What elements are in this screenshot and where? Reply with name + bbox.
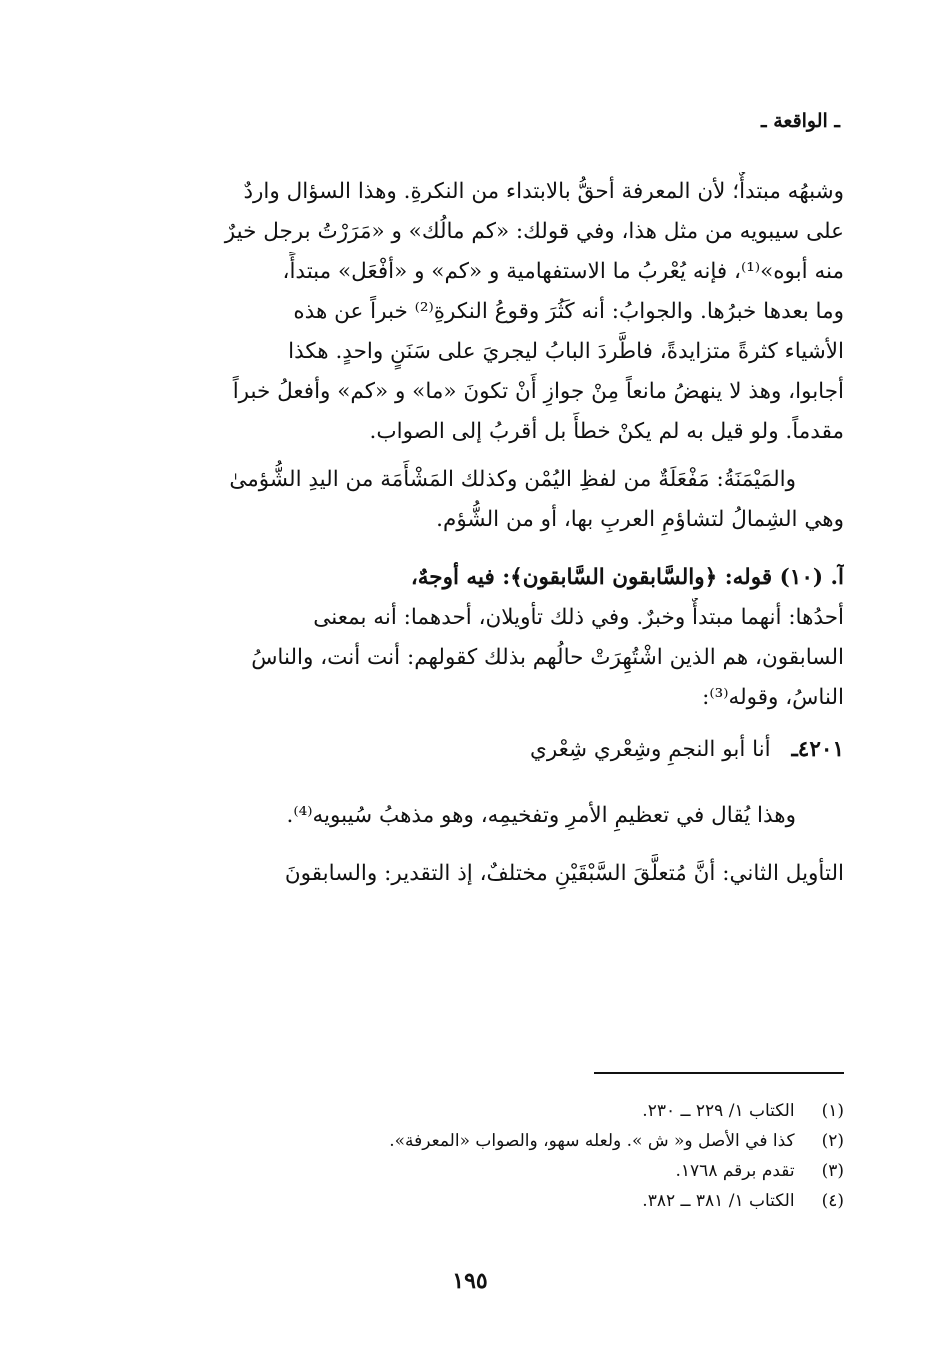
text-line: والمَيْمَنَةُ: مَفْعَلَةٌ من لفظِ اليُمْن وكذلك المَشْأَمَة من اليدِ الشُّؤمىٰ — [229, 467, 796, 492]
text-line: الناسُ، وقوله⁽³⁾: — [702, 685, 844, 710]
footnote-text: تقدم برقم ١٧٦٨. — [675, 1161, 795, 1181]
text-line: وشبهُه مبتدأٌ؛ لأن المعرفة أحقُّ بالابتداء من النكرةِ. وهذا السؤال واردٌ — [243, 179, 844, 204]
text-line: وهذا يُقال في تعظيمِ الأمرِ وتفخيمِه، وهو مذهبُ سُيبويه⁽⁴⁾. — [286, 803, 796, 828]
footnote-item — [244, 1156, 844, 1186]
poem-text: أنا أبو النجمِ وشِعْري شِعْري — [529, 737, 771, 762]
footnote-item — [244, 1186, 844, 1216]
text-line: السابقون، هم الذين اشْتُهِرَتْ حالُهم بذلك كقولهم: أنت أنت، والناسُ — [251, 645, 844, 670]
paragraph-3 — [96, 796, 844, 836]
footnotes — [244, 1096, 844, 1216]
footnote-item — [244, 1096, 844, 1126]
footnote-text: الكتاب ١/ ٢٢٩ ــ ٢٣٠. — [642, 1101, 795, 1121]
footnote-number: (٢) — [821, 1131, 844, 1151]
footnote-number: (٤) — [821, 1191, 844, 1211]
footnote-item — [244, 1126, 844, 1156]
text-line: أحدُها: أنهما مبتدأٌ وخبرٌ. وفي ذلك تأويلان، أحدهما: أنه بمعنى — [313, 605, 844, 630]
text-line: التأويل الثاني: أنَّ مُتعلَّقَ السَّبْقَيْنِ مختلفٌ، إذ التقدير: والسابقونَ — [284, 861, 844, 886]
page-number: ١٩٥ — [452, 1268, 488, 1294]
verse-section — [96, 558, 844, 718]
footnote-text: الكتاب ١/ ٣٨١ ــ ٣٨٢. — [642, 1191, 795, 1211]
text-line: الأشياء كثرةً متزايدةً، فاطَّردَ البابُ ليجريَ على سَنَنٍ واحدٍ. هكذا — [288, 339, 844, 364]
text-line: وما بعدها خبرُها. والجوابُ: أنه كَثُرَ وقوعُ النكرةِ⁽²⁾ خبراً عن هذه — [293, 299, 844, 324]
section-gap — [96, 540, 844, 558]
main-text — [96, 172, 844, 894]
footnote-text: كذا في الأصل و« ش ». ولعله سهو، والصواب «المعرفة». — [389, 1131, 795, 1151]
text-line: أجابوا، وهذ لا ينهضُ مانعاً مِنْ جوازِ أَنْ تكونَ «ما» و «كم» وأفعلُ خبراً — [232, 379, 844, 404]
footnote-divider — [594, 1072, 844, 1074]
paragraph-2 — [96, 460, 844, 540]
text-line: وهي الشِمالُ لتشاؤمِ العربِ بها، أو من الشُّؤم. — [436, 507, 844, 532]
paragraph-4 — [96, 854, 844, 894]
verse-heading: آ. (١٠) قوله: ﴿والسَّابقون السَّابقون﴾: فيه أوجهٌ، — [410, 565, 844, 590]
footnote-number: (٣) — [821, 1161, 844, 1181]
poem-line — [96, 730, 844, 770]
paragraph-1 — [96, 172, 844, 452]
text-line: منه أبوه»⁽¹⁾، فإنه يُعْربُ ما الاستفهامية و «كم» و «أفْعَل» مبتدأً، — [282, 259, 844, 284]
text-line: مقدماً. ولو قيل به لم يكنْ خطأً بل أقربُ إلى الصواب. — [369, 419, 844, 444]
footnote-number: (١) — [821, 1101, 844, 1121]
text-line: على سيبويه من مثل هذا، وفي قولك: «كم مالُك» و «مَرَرْتُ برجل خيرٌ — [224, 219, 844, 244]
running-header: ـ الواقعة ـ — [761, 110, 840, 132]
poem-number: ٤٢٠١ـ — [791, 737, 844, 762]
